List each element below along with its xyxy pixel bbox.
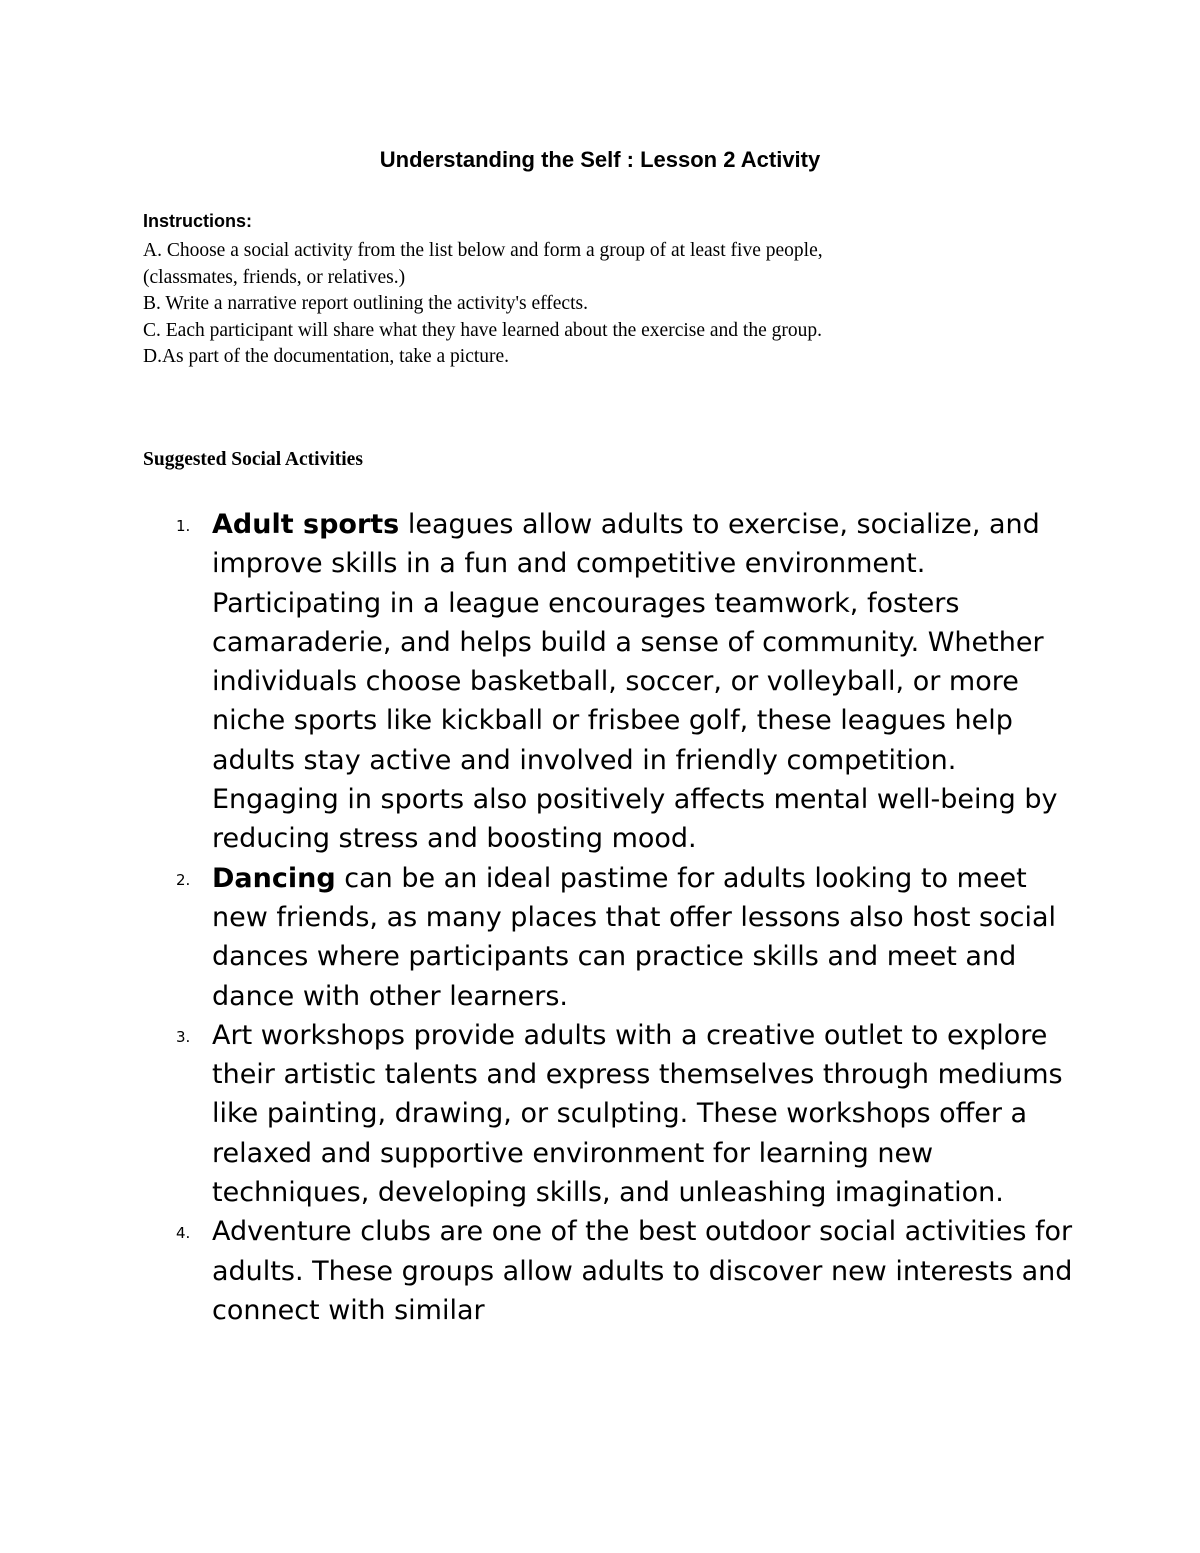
list-number: 1. [176,517,191,535]
list-number: 2. [176,870,191,889]
activity-body-text: Adventure clubs are one of the best outdoor social activities for adults. These groups allow adults to discover new interests and connect with similar [212,1216,1073,1326]
activity-lead-text: Dancing [212,862,336,894]
suggested-activities-heading: Suggested Social Activities [143,449,363,470]
activity-body-text: leagues allow adults to exercise, socialize, and improve skills in a fun and competitive environment. Participating in a league encourages teamwork, fosters camaraderie, and helps build a sense of community. Whether individuals choose basketball, soccer, or volleyball, or more niche sports like kickball or frisbee golf, these leagues help adults stay active and involved in friendly competition. Engaging in sports also positively affects mental well-being by reducing stress and boosting mood. [212,509,1058,855]
instruction-line-a: A. Choose a social activity from the list below and form a group of at least five people, [143,240,823,261]
activity-item-adventure-clubs [0,1212,1200,1330]
activity-body-text: can be an ideal pastime for adults looking to meet new friends, as many places that offer lessons also host social dances where participants can practice skills and meet and dance with other learners. [212,862,1057,1012]
document-title: Understanding the Self : Lesson 2 Activity [379,147,821,172]
activity-item-adult-sports [0,505,1200,859]
activity-lead-text: Adult sports [212,509,400,540]
list-number: 3. [176,1027,191,1046]
activity-item-art-workshops [0,1016,1200,1212]
activity-item-dancing [0,859,1200,1016]
instructions-heading: Instructions: [143,211,253,231]
instruction-line-c: C. Each participant will share what they have learned about the exercise and the group. [143,319,822,341]
instructions-section [143,210,1103,371]
instruction-line-a-continued: (classmates, friends, or relatives.) [143,266,406,288]
activity-body-text: Art workshops provide adults with a creative outlet to explore their artistic talents and express themselves through mediums like painting, drawing, or sculpting. These workshops offer a relaxed and supportive environment for learning new techniques, developing skills, and unleashing imagination. [212,1019,1063,1209]
activity-list [0,505,1200,1330]
list-number: 4. [176,1224,191,1243]
instruction-line-d: D.As part of the documentation, take a picture. [143,346,510,367]
instruction-line-b: B. Write a narrative report outlining the activity's effects. [143,293,588,314]
